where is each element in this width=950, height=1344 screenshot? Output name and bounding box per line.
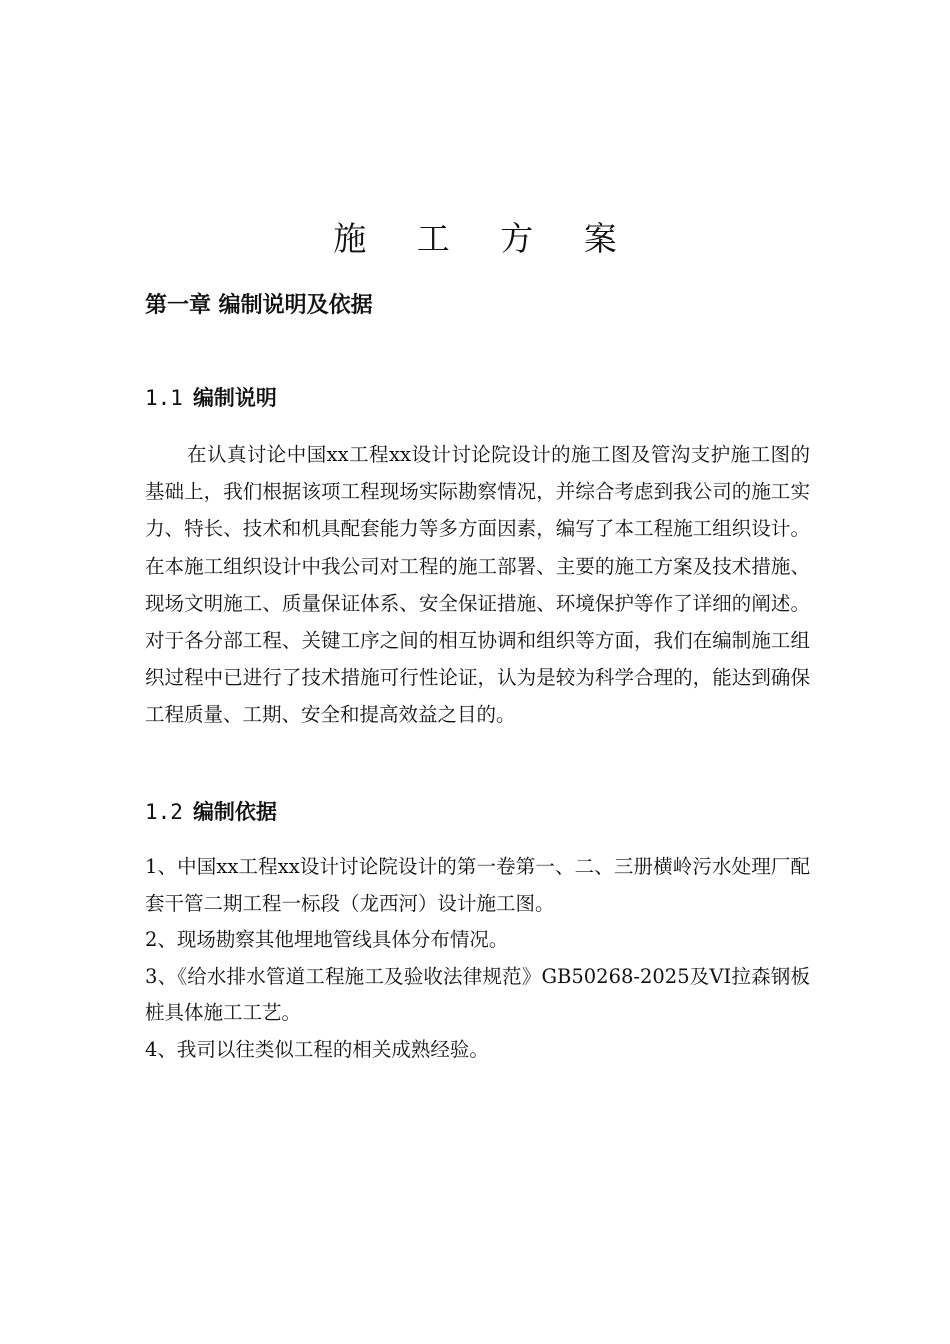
list-item: 4、我司以往类似工程的相关成熟经验。 [145, 1037, 489, 1061]
section-number: 1.2 [145, 800, 183, 824]
list-item: 2、现场勘察其他埋地管线具体分布情况。 [145, 928, 509, 952]
section-number: 1.1 [145, 386, 183, 410]
section-title: 编制依据 [192, 800, 277, 824]
section-paragraph: 在认真讨论中国xx工程xx设计讨论院设计的施工图及管沟支护施工图的基础上，我们根据该项工程现场实际勘察情况，并综合考虑到我公司的施工实力、特长、技术和机具配套能力等多方面因素，编写了本工程施工组织设计。在本施工组织设计中我公司对工程的施工部署、主要的施工方案及技术措施、现场文明施工、质量保证体系、安全保证措施、环境保护等作了详细的阐述。对于各分部工程、关键工序之间的相互协调和组织等方面，我们在编制施工组织过程中已进行了技术措施可行性论证，认为是较为科学合理的，能达到确保工程质量、工期、安全和提高效益之目的。 [145, 443, 810, 727]
list-item: 3、《给水排水管道工程施工及验收法律规范》GB50268-2025及VI拉森钢板桩具体施工工艺。 [145, 964, 810, 1025]
section-heading-1-2 [145, 794, 277, 830]
section-heading-1-1 [145, 380, 277, 416]
chapter-heading: 第一章 编制说明及依据 [145, 293, 373, 318]
document-title: 施 工 方 案 [333, 219, 637, 259]
basis-list [145, 849, 810, 1069]
list-item: 1、中国xx工程xx设计讨论院设计的第一卷第一、二、三册横岭污水处理厂配套干管二期工程一标段（龙西河）设计施工图。 [145, 855, 810, 915]
section-title: 编制说明 [192, 386, 277, 410]
